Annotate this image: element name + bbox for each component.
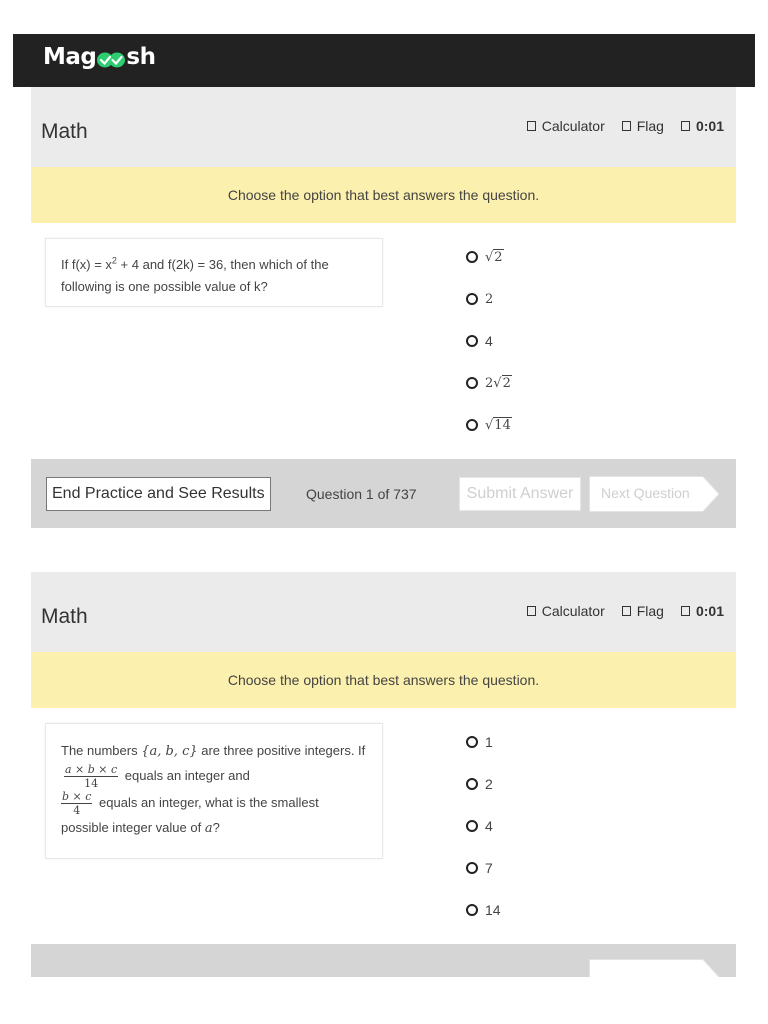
answer-choice-2[interactable] <box>466 763 501 805</box>
radio-button[interactable] <box>466 820 478 832</box>
section-title: Math <box>41 120 88 143</box>
answer-choice-4[interactable] <box>466 847 501 889</box>
flag-icon <box>622 121 631 131</box>
choice-radicand: 2 <box>502 375 511 391</box>
question-exponent: 2 <box>111 255 117 266</box>
fraction-2 <box>61 790 92 817</box>
fraction-1-denominator: 14 <box>84 777 99 790</box>
logo-text-right: sh <box>126 44 156 70</box>
timer-value: 0:01 <box>695 603 724 619</box>
flag-button[interactable] <box>622 603 664 619</box>
next-question-button[interactable] <box>589 959 701 977</box>
radio-button[interactable] <box>466 736 478 748</box>
radio-button[interactable] <box>466 419 478 431</box>
calculator-button[interactable] <box>527 118 605 134</box>
flag-button[interactable] <box>622 118 664 134</box>
radio-button[interactable] <box>466 377 478 389</box>
choice-value: 2 <box>485 291 494 307</box>
answer-choice-3[interactable] <box>466 805 501 847</box>
question-card-1 <box>31 87 736 528</box>
instruction-banner: Choose the option that best answers the question. <box>31 167 736 223</box>
timer-value: 0:01 <box>695 118 724 134</box>
magoosh-logo[interactable] <box>43 44 155 70</box>
section-title: Math <box>41 605 88 628</box>
question-stem <box>45 723 383 859</box>
number-set: {a, b, c} <box>141 744 198 759</box>
question-stem <box>45 238 383 307</box>
choice-value: 14 <box>485 902 501 918</box>
page <box>13 34 755 977</box>
calculator-label: Calculator <box>541 603 605 619</box>
choice-radicand: 2 <box>494 249 503 265</box>
radio-button[interactable] <box>466 251 478 263</box>
question-body <box>31 223 736 459</box>
fraction-2-denominator: 4 <box>73 804 81 817</box>
question-body <box>31 708 736 944</box>
next-arrow-shape <box>589 959 721 977</box>
logo-text-left: Mag <box>43 44 97 70</box>
owl-eyes-icon <box>97 49 125 67</box>
timer[interactable] <box>681 118 724 134</box>
question-text-post: + 4 and f(2k) = 36, then which of the following is one possible value of k? <box>61 257 329 294</box>
question-text-5: ? <box>212 820 220 835</box>
calculator-button[interactable] <box>527 603 605 619</box>
question-footer <box>31 459 736 528</box>
next-question-label: Next Question <box>601 485 690 501</box>
radio-button[interactable] <box>466 335 478 347</box>
answer-choice-5[interactable] <box>466 889 501 931</box>
radio-button[interactable] <box>466 778 478 790</box>
question-card-2 <box>31 572 736 977</box>
answer-choice-1[interactable] <box>466 721 501 763</box>
card-header <box>31 87 736 167</box>
instruction-banner: Choose the option that best answers the question. <box>31 652 736 708</box>
choice-value: 7 <box>485 860 493 876</box>
choice-value: 2√2 <box>485 375 511 391</box>
answer-choice-3[interactable] <box>466 320 512 362</box>
radio-button[interactable] <box>466 904 478 916</box>
flag-label: Flag <box>636 603 664 619</box>
question-text-pre: If f(x) = x <box>61 257 112 272</box>
choice-radicand: 14 <box>494 417 511 433</box>
question-counter: Question 1 of 737 <box>306 486 417 502</box>
answer-choice-5[interactable] <box>466 404 512 446</box>
radio-button[interactable] <box>466 293 478 305</box>
choice-value: 1 <box>485 734 493 750</box>
calculator-icon <box>527 121 536 131</box>
answer-choice-2[interactable] <box>466 278 512 320</box>
answer-choice-4[interactable] <box>466 362 512 404</box>
next-question-button[interactable] <box>589 476 701 510</box>
toolbar <box>510 603 724 619</box>
answer-choice-1[interactable] <box>466 236 512 278</box>
choice-value: 2 <box>485 776 493 792</box>
question-text-3: equals an integer and <box>121 767 250 783</box>
question-text-1: The numbers <box>61 743 142 758</box>
timer[interactable] <box>681 603 724 619</box>
fraction-1 <box>64 763 118 790</box>
fraction-1-numerator: a × b × c <box>65 763 118 776</box>
timer-icon <box>681 121 690 131</box>
timer-icon <box>681 606 690 616</box>
flag-label: Flag <box>636 118 664 134</box>
answer-choices <box>466 721 501 931</box>
choice-value: 4 <box>485 333 493 349</box>
question-text-4: equals an integer, what is the smallest possible integer value of <box>61 794 319 835</box>
fraction-2-numerator: b × c <box>62 790 92 803</box>
card-header <box>31 572 736 652</box>
choice-prefix: 2 <box>485 375 494 391</box>
calculator-label: Calculator <box>541 118 605 134</box>
question-text-2: are three positive integers. If <box>197 743 366 758</box>
top-bar <box>13 34 755 87</box>
calculator-icon <box>527 606 536 616</box>
end-practice-button[interactable]: End Practice and See Results <box>46 477 271 511</box>
variable-a: a <box>204 821 213 836</box>
choice-value: √14 <box>485 417 511 433</box>
question-footer <box>31 944 736 977</box>
choice-value: 4 <box>485 818 493 834</box>
answer-choices <box>466 236 512 446</box>
flag-icon <box>622 606 631 616</box>
choice-value: √2 <box>485 249 503 265</box>
toolbar <box>510 118 724 134</box>
submit-answer-button[interactable]: Submit Answer <box>459 477 581 511</box>
radio-button[interactable] <box>466 862 478 874</box>
